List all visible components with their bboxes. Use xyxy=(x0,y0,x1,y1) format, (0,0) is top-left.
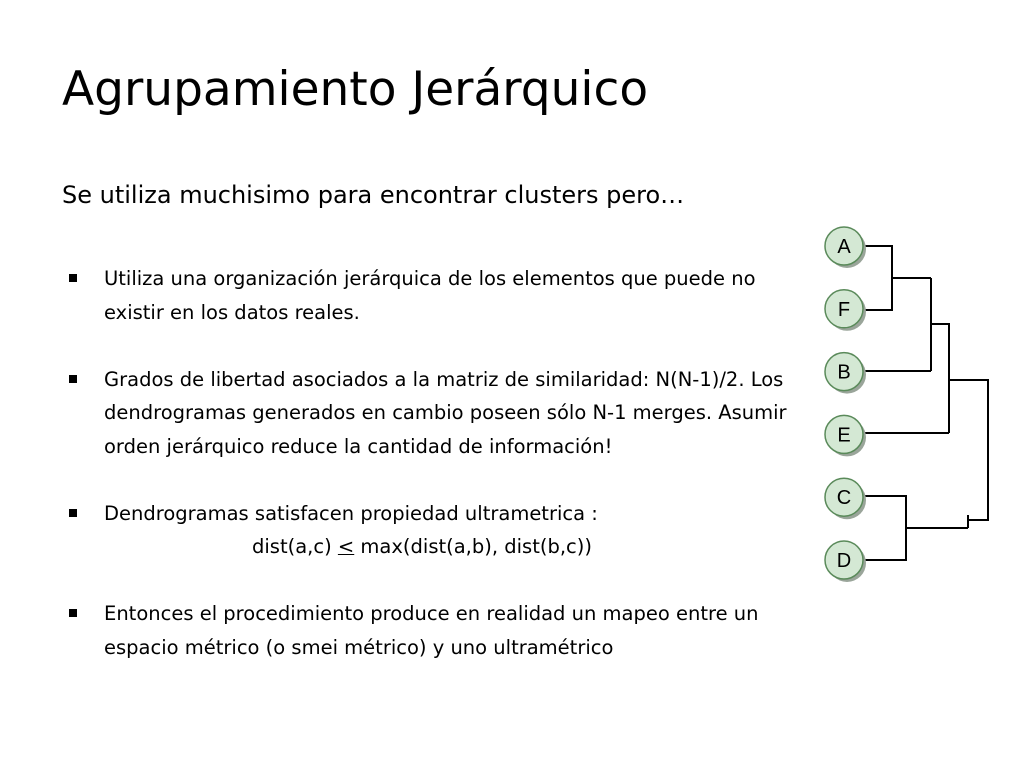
branch-afb-e xyxy=(931,324,949,433)
branch-root xyxy=(949,380,988,528)
bullet-item xyxy=(66,497,806,564)
dendrogram xyxy=(800,215,1000,595)
node-label: A xyxy=(837,236,851,258)
dendrogram-node-e xyxy=(825,415,866,456)
dendrogram-node-f xyxy=(825,290,866,331)
bullet-item xyxy=(66,363,806,464)
node-label: E xyxy=(837,424,851,447)
bullet-text: Entonces el procedimiento produce en realidad un mapeo entre un espacio métrico (o smei métrico) y uno ultramétrico xyxy=(104,602,759,659)
bullet-list xyxy=(66,262,806,698)
slide-title: Agrupamiento Jerárquico xyxy=(62,62,649,117)
bullet-text: Utiliza una organización jerárquica de los elementos que puede no existir en los datos reales. xyxy=(104,267,756,324)
ultrametric-formula xyxy=(104,530,806,564)
formula-left: dist(a,c) xyxy=(252,535,338,558)
dendrogram-node-b xyxy=(825,353,866,394)
node-label: B xyxy=(837,361,851,384)
bullet-item xyxy=(66,262,806,329)
bullet-item xyxy=(66,597,806,664)
bullet-marker-icon xyxy=(69,274,77,282)
formula-right: max(dist(a,b), dist(b,c)) xyxy=(354,535,592,558)
dendrogram-node-d xyxy=(825,541,866,582)
dendrogram-branches xyxy=(863,246,988,560)
intro-text: Se utiliza muchisimo para encontrar clusters pero… xyxy=(62,181,685,209)
branch-a-f xyxy=(863,246,931,310)
node-label: F xyxy=(837,298,851,321)
node-label: D xyxy=(836,550,852,572)
bullet-marker-icon xyxy=(69,509,77,517)
branch-c-d xyxy=(863,496,968,560)
dendrogram-node-a xyxy=(825,227,866,268)
dendrogram-nodes xyxy=(825,227,866,582)
dendrogram-node-c xyxy=(825,478,866,519)
formula-operator: < xyxy=(337,535,355,558)
bullet-marker-icon xyxy=(69,609,77,617)
bullet-marker-icon xyxy=(69,375,77,383)
node-label: C xyxy=(836,487,852,510)
bullet-text: Dendrogramas satisfacen propiedad ultrametrica : xyxy=(104,501,598,525)
bullet-text: Grados de libertad asociados a la matriz de similaridad: N(N-1)/2. Los dendrogramas generados en cambio poseen sólo N-1 merges. Asumir orden jerárquico reduce la cantidad de información! xyxy=(104,367,787,458)
